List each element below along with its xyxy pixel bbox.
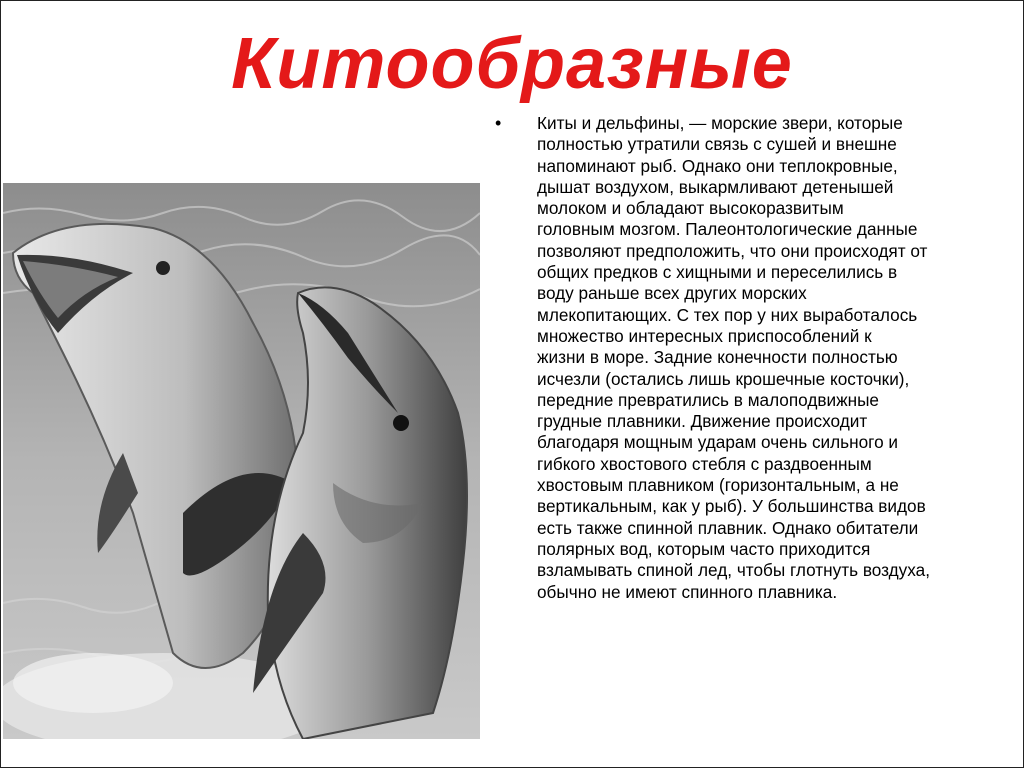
paragraph-line: млекопитающих. С тех пор у них выработалось: [537, 304, 918, 325]
paragraph-line: грудные плавники. Движение происходит: [537, 411, 868, 432]
paragraph-line: передние превратились в малоподвижные: [537, 389, 879, 410]
paragraph-line: общих предков с хищными и переселились в: [537, 262, 898, 283]
slide-title: Китообразные: [231, 24, 793, 104]
paragraph-line: благодаря мощным ударам очень сильного и: [537, 432, 899, 453]
paragraph-line: полностью утратили связь с сушей и внешне: [537, 134, 897, 155]
dolphins-photo: [3, 183, 480, 739]
paragraph-line: головным мозгом. Палеонтологические данные: [537, 219, 918, 240]
paragraph: [537, 113, 995, 603]
paragraph-line: полярных вод, которым часто приходится: [537, 538, 871, 559]
bullet-marker: •: [495, 113, 502, 133]
paragraph-line: взламывать спиной лед, чтобы глотнуть воздуха,: [537, 560, 931, 581]
bullet-item: [495, 113, 995, 603]
paragraph-line: жизни в море. Задние конечности полностью: [537, 347, 898, 368]
paragraph-line: обычно не имеют спинного плавника.: [537, 581, 838, 602]
paragraph-line: хвостовым плавником (горизонтальным, а не: [537, 475, 899, 496]
paragraph-line: гибкого хвостового стебля с раздвоенным: [537, 453, 872, 474]
paragraph-line: вертикальным, как у рыб). У большинства видов: [537, 496, 926, 517]
paragraph-line: воду раньше всех других морских: [537, 283, 807, 304]
paragraph-line: напоминают рыб. Однако они теплокровные,: [537, 155, 898, 176]
paragraph-line: молоком и обладают высокоразвитым: [537, 198, 844, 219]
paragraph-line: есть также спинной плавник. Однако обитатели: [537, 517, 919, 538]
paragraph-line: Киты и дельфины, — морские звери, которые: [537, 113, 903, 133]
paragraph-line: исчезли (остались лишь крошечные косточки),: [537, 368, 910, 389]
text-content: [495, 113, 995, 603]
paragraph-line: дышат воздухом, выкармливают детенышей: [537, 176, 894, 197]
paragraph-line: множество интересных приспособлений к: [537, 325, 872, 346]
paragraph-line: позволяют предположить, что они происходят от: [537, 240, 928, 261]
